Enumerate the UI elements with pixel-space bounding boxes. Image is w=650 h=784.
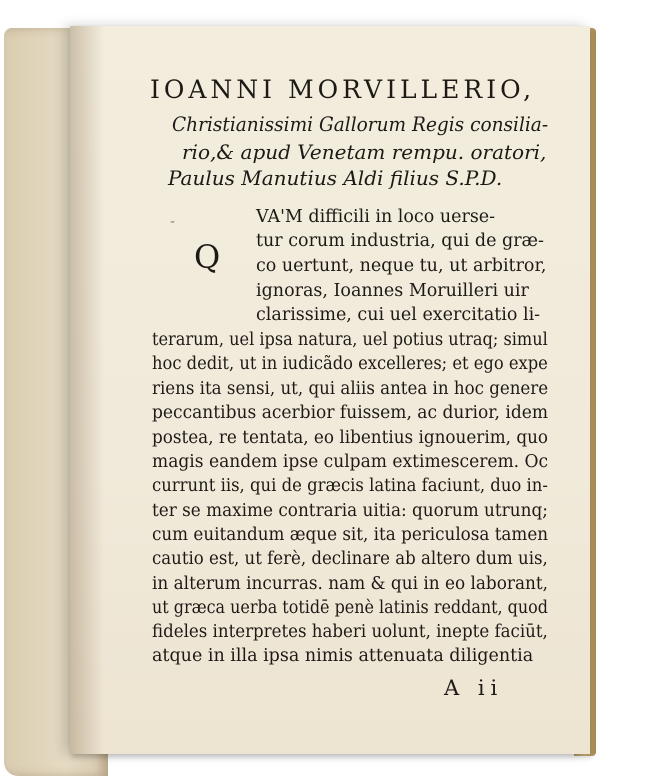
body-line: terarum, uel ipsa natura, uel potius utraq; simul [152,330,548,350]
body-line: ignoras, Ioannes Moruilleri uir [256,281,529,301]
dedication-line: Paulus Manutius Aldi filius S.P.D. [168,166,503,190]
margin-mark: - [170,214,176,230]
body-line: tur corum industria, qui de græ- [256,231,544,251]
signature-mark: A ii [444,676,504,700]
body-line: magis eandem ipse culpam extimescerem. Oc [152,452,549,472]
body-line: hoc dedit, ut in iudicãdo excelleres; et ego expe [152,354,548,374]
body-line: peccantibus acerbior fuissem, ac durior, idem [152,403,549,423]
dedication-line: rio,& apud Venetam rempu. oratori, [182,140,547,164]
body-line: VA'M difficili in loco uerse- [256,207,496,227]
body-line: cum euitandum æque sit, ita periculosa tamen [152,525,549,545]
body-line: cautio est, ut ferè, declinare ab altero dum uis, [152,549,548,569]
body-line: atque in illa ipsa nimis attenuata diligentia [152,646,534,666]
body-line: in alterum incurras. nam & qui in eo laborant, [152,574,549,594]
body-line: clarissime, cui uel exercitatio li- [256,305,541,325]
dedication-heading: IOANNI MORVILLERIO, [150,75,536,104]
body-line: fideles interpretes haberi uolunt, inepte faciūt, [152,622,548,642]
body-line: ter se maxime contraria uitia: quorum utrunq; [152,501,548,521]
drop-initial: Q [194,238,221,276]
body-line: currunt iis, qui de græcis latina faciunt, duo in- [152,476,548,496]
body-line: riens ita sensi, ut, qui aliis antea in hoc genere [152,379,549,399]
body-line: postea, re tentata, eo libentius ignouerim, quo [152,428,549,448]
body-line: co uertunt, neque tu, ut arbitror, [256,256,547,276]
body-line: ut græca uerba totidē penè latinis reddant, quod [152,598,549,618]
dedication-line: Christianissimi Gallorum Regis consilia- [172,112,549,136]
page-gutter-shadow [70,26,104,754]
